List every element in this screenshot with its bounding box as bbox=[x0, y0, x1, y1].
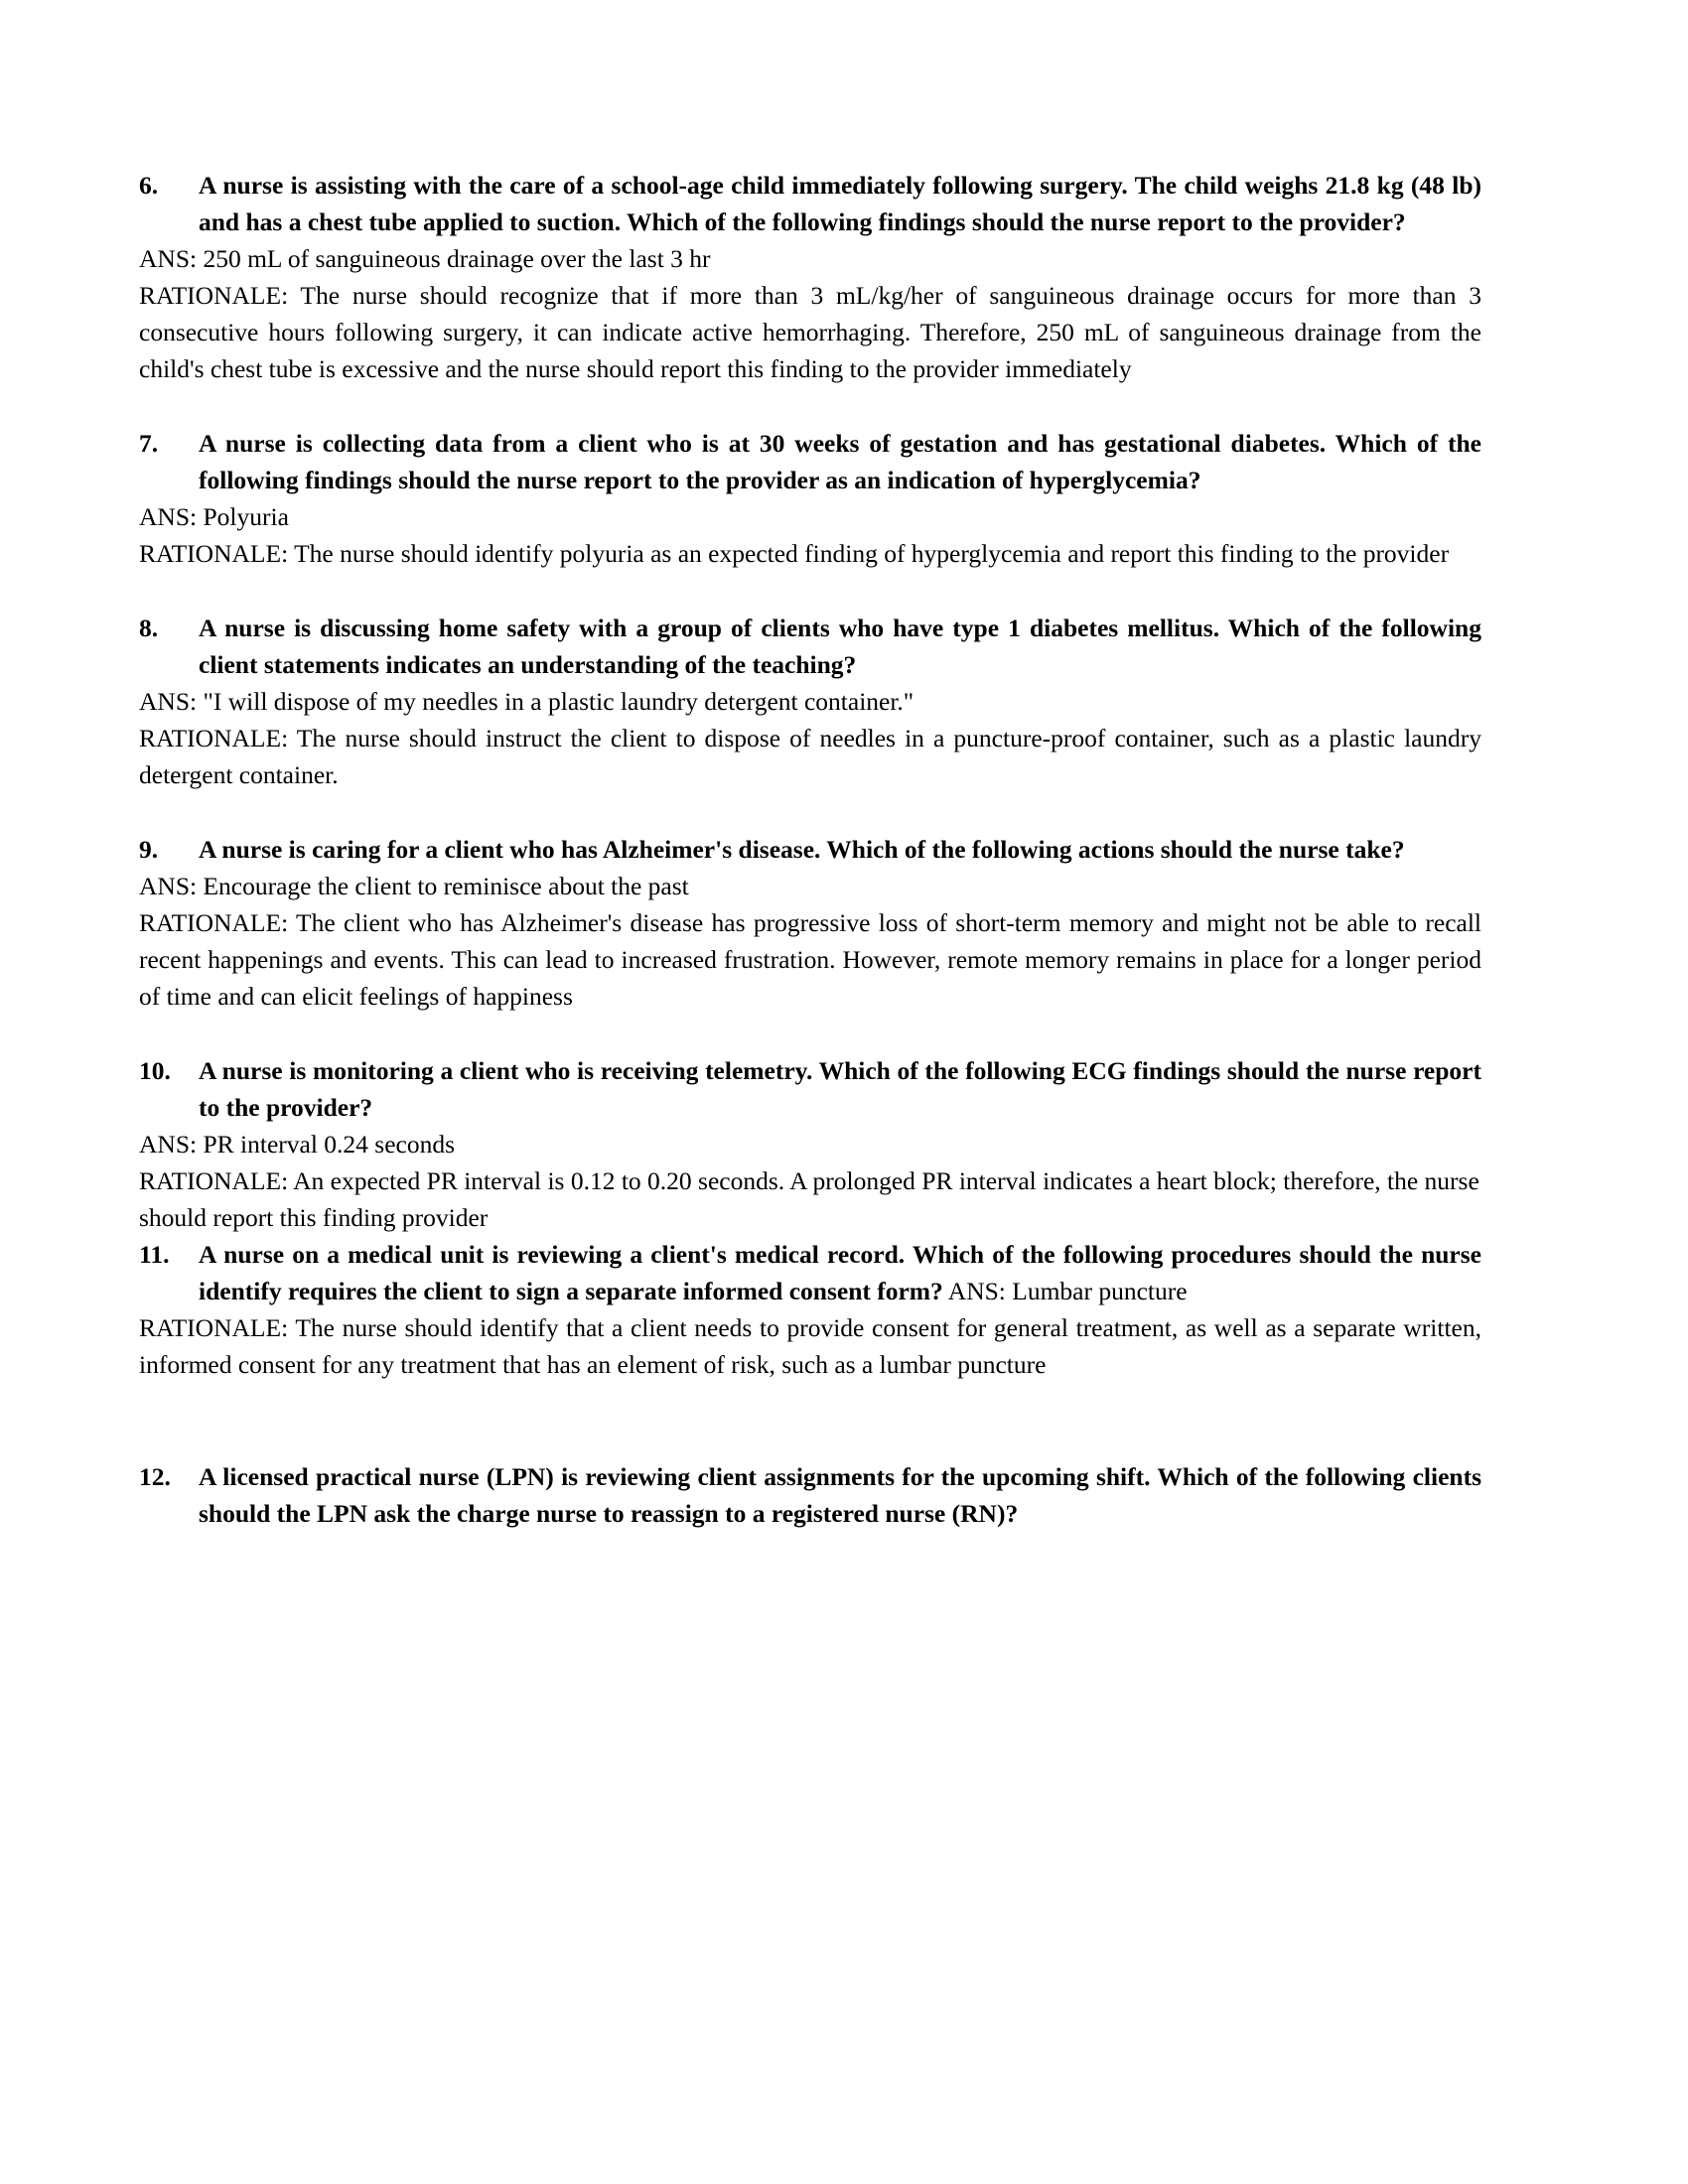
rationale-11: RATIONALE: The nurse should identify that a client needs to provide consent for general treatment, as well as a separate written, informed consent for any treatment that has an element of risk, such as a lumbar puncture bbox=[139, 1313, 1481, 1379]
block-spacer bbox=[139, 572, 1481, 610]
document-body bbox=[139, 167, 1481, 1532]
question-block-8 bbox=[139, 610, 1481, 683]
rationale-10: RATIONALE: An expected PR interval is 0.12 to 0.20 seconds. A prolonged PR interval indicates a heart block; therefore, the nurse should report this finding provider bbox=[139, 1166, 1479, 1232]
block-spacer bbox=[139, 1421, 1481, 1458]
rationale-7: RATIONALE: The nurse should identify polyuria as an expected finding of hyperglycemia and report this finding to the provider bbox=[139, 539, 1450, 568]
rationale-6: RATIONALE: The nurse should recognize that if more than 3 mL/kg/her of sanguineous drainage occurs for more than 3 consecutive hours following surgery, it can indicate active hemorrhaging. Therefore, 250 mL of sanguineous drainage from the child's chest tube is excessive and the nurse should report this finding to the provider immediately bbox=[139, 281, 1481, 383]
question-text-11-body: A nurse on a medical unit is reviewing a client's medical record. Which of the following procedures should the nurse identify requires the client to sign a separate informed consent form? bbox=[199, 1240, 1481, 1305]
answer-10: ANS: PR interval 0.24 seconds bbox=[139, 1130, 456, 1159]
question-block-9 bbox=[139, 831, 1481, 868]
block-spacer bbox=[139, 793, 1481, 831]
question-number-10: 10. bbox=[139, 1056, 171, 1085]
block-spacer bbox=[139, 1015, 1481, 1052]
question-number-11: 11. bbox=[139, 1240, 170, 1269]
question-text-7: A nurse is collecting data from a client who is at 30 weeks of gestation and has gestational diabetes. Which of the following findings should the nurse report to the provider as an indication of hyperglycemia? bbox=[199, 429, 1481, 494]
question-block-11 bbox=[139, 1236, 1481, 1309]
question-text-10: A nurse is monitoring a client who is receiving telemetry. Which of the following ECG findings should the nurse report to the provider? bbox=[199, 1056, 1481, 1122]
answer-8: ANS: "I will dispose of my needles in a plastic laundry detergent container." bbox=[139, 687, 914, 716]
inline-answer-11: ANS: Lumbar puncture bbox=[942, 1277, 1188, 1305]
question-number-8: 8. bbox=[139, 614, 159, 642]
question-block-7 bbox=[139, 425, 1481, 498]
question-number-9: 9. bbox=[139, 835, 159, 864]
question-block-6 bbox=[139, 167, 1481, 240]
question-block-12 bbox=[139, 1458, 1481, 1532]
question-number-7: 7. bbox=[139, 429, 159, 458]
question-text-6: A nurse is assisting with the care of a school-age child immediately following surgery. The child weighs 21.8 kg (48 lb) and has a chest tube applied to suction. Which of the following findings should the nurse report to the provider? bbox=[199, 171, 1481, 236]
rationale-8: RATIONALE: The nurse should instruct the client to dispose of needles in a puncture-proof container, such as a plastic laundry detergent container. bbox=[139, 724, 1481, 789]
block-spacer bbox=[139, 387, 1481, 425]
rationale-9: RATIONALE: The client who has Alzheimer's disease has progressive loss of short-term memory and might not be able to recall recent happenings and events. This can lead to increased frustration. However, remote memory remains in place for a longer period of time and can elicit feelings of happiness bbox=[139, 908, 1481, 1011]
answer-6: ANS: 250 mL of sanguineous drainage over the last 3 hr bbox=[139, 244, 711, 273]
question-text-9: A nurse is caring for a client who has Alzheimer's disease. Which of the following actions should the nurse take? bbox=[199, 835, 1405, 864]
block-spacer bbox=[139, 1383, 1481, 1421]
question-number-6: 6. bbox=[139, 171, 159, 200]
answer-9: ANS: Encourage the client to reminisce about the past bbox=[139, 872, 689, 900]
question-text-11 bbox=[199, 1236, 1481, 1309]
question-text-8: A nurse is discussing home safety with a group of clients who have type 1 diabetes mellitus. Which of the following client statements indicates an understanding of the teaching? bbox=[199, 614, 1481, 679]
question-text-12: A licensed practical nurse (LPN) is reviewing client assignments for the upcoming shift. Which of the following clients should the LPN ask the charge nurse to reassign to a registered nurse (RN)? bbox=[199, 1462, 1481, 1528]
answer-7: ANS: Polyuria bbox=[139, 502, 289, 531]
question-number-12: 12. bbox=[139, 1462, 171, 1491]
question-block-10 bbox=[139, 1052, 1481, 1126]
